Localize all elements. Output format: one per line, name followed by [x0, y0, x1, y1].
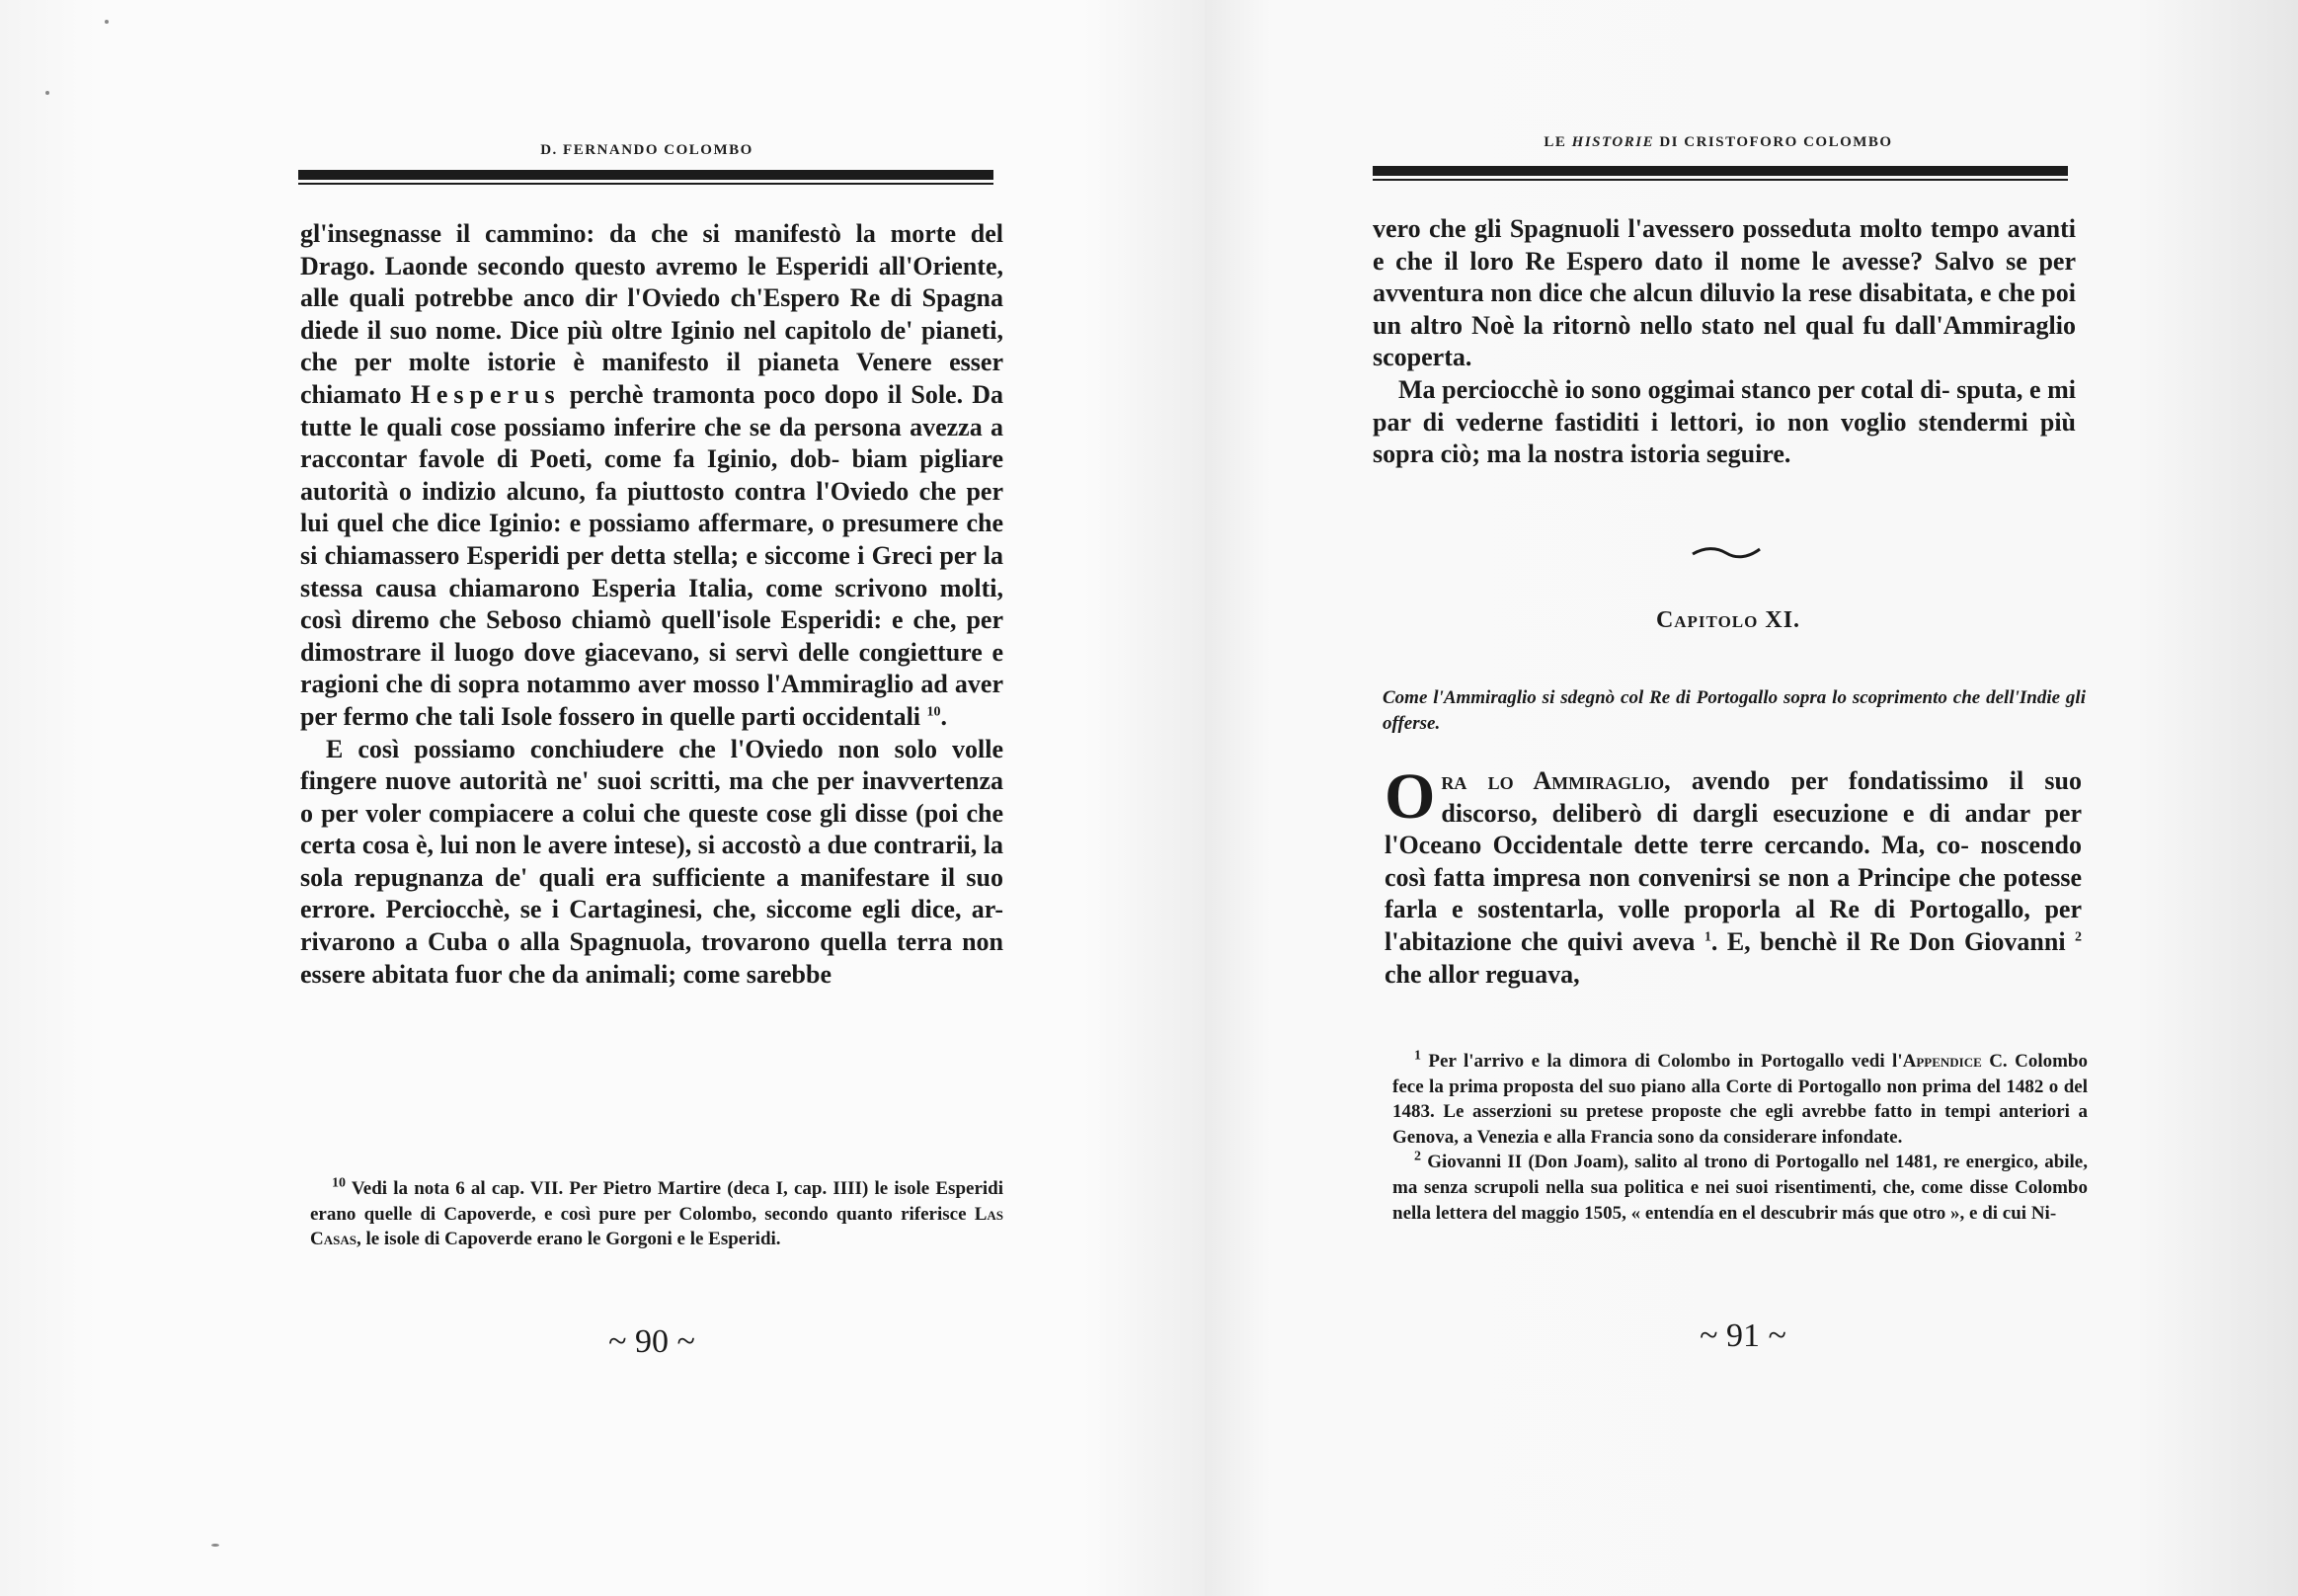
hesperus-word: Hesperus [410, 379, 561, 409]
text-line: discorso, deliberò di dargli esecuzione e di andar [1441, 798, 2030, 828]
right-running-head: LE HISTORIE DI CRISTOFORO COLOMBO [1544, 134, 1893, 150]
text-line: Ma perciocchè io sono oggimai stanco per cotal di- [1398, 374, 1950, 404]
left-paragraph-2 [300, 734, 1003, 992]
text-line: avezza a raccontar favole di Poeti, come fa Iginio, dob- [300, 412, 1004, 474]
text-line: voglio stendermi più sopra ciò; ma la nostra istoria [1373, 407, 2077, 469]
right-body-text [1373, 213, 2076, 471]
footnote-10 [310, 1176, 1003, 1252]
chapter-paragraph: Ora lo Ammiraglio, avendo per fondatissimo il suo discorso, deliberò di dargli esecuzione e di andar per l'Oceano Occidentale dette terre cercando. Ma, co- noscendo così fatta impresa non convenirsi se non a Principe che potesse farla e sostentarla, volle proporla al Re di Portogallo, per l'abitazione che quivi aveva $^1$. E, benchè il Re Don Giovanni $^2$ che allor reguava, [1385, 760, 2083, 989]
left-paragraph-1: gl'insegnasse il cammino: da che si manifestò la morte del Drago. Laonde secondo questo avremo le Esperidi all'Oriente, alle quali potrebbe anco dir l'Oviedo ch'Espero Re di Spagna diede il suo nome. Dice più oltre Iginio nel capitolo de' pianeti, che per molte istorie è manifesto il pianeta Venere esser chiamato Hesperus perchè tramonta poco dopo il Sole. Da tutte le quali cose possiamo inferire che se da persona avezza a raccontar favole di Poeti, come fa Iginio, dob- biam pigliare autorità o indizio alcuno, fa piuttosto contra l'Oviedo che per lui quel che dice Iginio: e possiamo affermare, o presumere che si chiamassero Esperidi per detta stella; e siccome i Greci per la stessa causa chiamarono Esperia Italia, come scrivono molti, così diremo che Seboso chiamò quell'isole Esperidi: e che, per dimostrare il luogo dove giacevano, si servì delle congietture e ragioni che di sopra notammo aver mosso l'Ammiraglio ad aver per fermo che tali Isole fossero in quelle parti occidentali $^{10}$. [300, 219, 1004, 731]
left-running-head: D. FERNANDO COLOMBO [540, 142, 753, 158]
footnote-text: Vedi la nota 6 al cap. VII. Per Pietro Martire (deca I, cap. IIII) le isole Esperidi erano quelle di Capoverde, e così pure per Colombo, secondo quanto riferisce [310, 1178, 1003, 1225]
text-line: E così possiamo conchiudere che l'Oviedo non solo [326, 734, 937, 763]
right-footnotes [1392, 1049, 2088, 1226]
text-line: Esperidi per detta stella; e siccome i Greci per la stessa [300, 540, 1003, 602]
chapter-summary: Come l'Ammiraglio si sdegnò col Re di Portogallo sopra lo scoprimento che dell'Indie gli offerse. [1383, 687, 2086, 734]
paper-speck [45, 91, 49, 95]
text-line: sputa, e mi par di vederne fastiditi i lettori, io non [1373, 374, 2076, 437]
left-page-number: ~ 90 ~ [608, 1323, 695, 1360]
text-line: intese), si accostò a due contrarii, la sola repugnanza [300, 831, 1004, 892]
text-line: fossero in quelle parti occidentali [558, 701, 927, 731]
footnote-text-end: , le isole di Capoverde erano le Gorgoni e le Esperidi. [356, 1229, 781, 1250]
text-line: istorie è manifesto il pianeta Venere esser chiamato [300, 348, 1003, 409]
text-line: del Drago. Laonde secondo questo avremo le Esperidi [300, 219, 1004, 280]
text-line: vero che gli Spagnuoli l'avessero posseduta molto tempo [1373, 214, 2000, 243]
text-line: oltre Iginio nel capitolo de' pianeti, che per molte [300, 315, 1004, 377]
drop-cap-initial: O [1385, 760, 1436, 833]
chapter-body-text [1385, 760, 2083, 991]
text-line: al Re di Portogallo, per l'abitazione che quivi aveva [1385, 895, 2082, 956]
lead-words: ra lo Ammiraglio [1441, 766, 1665, 795]
footnote-number: 2 [1414, 1150, 1421, 1165]
text-line: non essere abitata fuor che da animali; come sarebbe [300, 927, 1004, 989]
ornament-swash-icon [1691, 545, 1762, 559]
left-footnote [310, 1176, 1003, 1252]
text-line: volle fingere nuove autorità ne' suoi scritti, ma che per [300, 734, 1004, 796]
text-line: che, per dimostrare il luogo dove giacevano, si servì [300, 605, 1003, 667]
text-line: contra l'Oviedo che per lui quel che dice Iginio: e [300, 476, 1003, 538]
left-header-rule [298, 170, 993, 180]
text-line: perchè tramonta poco dopo il Sole. Da [560, 379, 1003, 409]
paper-speck [105, 20, 109, 24]
chapter-title: Capitolo XI. [1655, 607, 1801, 633]
text-line: de' quali era sufficiente a manifestare il suo errore. [300, 862, 1003, 924]
footnote-number: 10 [332, 1175, 346, 1191]
note-reference: 2 [2075, 929, 2083, 945]
text-line: Perciocchè, se i Cartaginesi, che, siccome egli dice, ar- [385, 895, 1004, 924]
text-line: cose gli disse (poi che certa cosa è, lui non le avere [300, 798, 1003, 860]
text-line: , avendo per fondatissimo il suo [1664, 766, 2082, 795]
text-line: rese disabitata, e che poi un altro Noè la ritornò nello [1373, 279, 2076, 340]
text-line: delle congietture e ragioni che di sopra notammo aver [300, 637, 1003, 699]
text-line: ch'Espero Re di Spagna diede il suo nome. Dice più [300, 283, 1003, 345]
text-line: noscendo così fatta impresa non convenirsi se non a [1385, 831, 2082, 892]
text-line: stato nel qual fu dall'Ammiraglio scoperta. [1373, 310, 2077, 372]
footnote-1: $^1$ Per l'arrivo e la dimora di Colombo in Portogallo vedi l'Appendice C. Colombo fece la prima proposta del suo piano alla Corte di Portogallo non prima del 1482 o del 1483. Le asserzioni su pretese proposte che egli avrebbe fatto in tempi anteriori a Genova, a Venezia e alla Francia sono da considerare infondate. [1392, 1048, 2088, 1148]
text-line: Principe che potesse farla e sostentarla, volle proporla [1385, 862, 2083, 924]
text-line: causa chiamarono Esperia Italia, come scrivono molti, [375, 573, 1003, 602]
note-reference: 10 [926, 704, 941, 720]
text-line: gl'insegnasse il cammino: da che si manifestò la morte [300, 219, 957, 248]
text-line: mosso l'Ammiraglio ad aver per fermo che tali Isole [300, 670, 1003, 731]
text-line: inavvertenza o per voler compiacere a colui che queste [300, 766, 1003, 828]
footnote-author: Las Casas [310, 1203, 1003, 1250]
right-page-number: ~ 91 ~ [1700, 1317, 1786, 1354]
left-body-text [300, 218, 1003, 991]
text-line: rivarono a Cuba o alla Spagnuola, trovarono quella terra [300, 927, 953, 957]
paper-speck [211, 1544, 219, 1547]
note-reference: 1 [1704, 929, 1711, 945]
footnote-number: 1 [1414, 1048, 1421, 1064]
text-line: possiamo affermare, o presumere che si chiamassero [300, 509, 1003, 570]
text-line: biam pigliare autorità o indizio alcuno, fa piuttosto [300, 444, 1004, 506]
right-header-rule [1373, 166, 2068, 176]
text-line: E, benchè il Re Don Giovanni [1726, 926, 2076, 956]
text-line: tutte le quali cose possiamo inferire che se da persona [300, 412, 902, 441]
right-paragraph-1 [1373, 213, 2076, 374]
text-line: all'Oriente, alle quali potrebbe anco dir l'Oviedo [300, 251, 1003, 313]
footnote-2: $^2$ Giovanni II (Don Joam), salito al trono di Portogallo nel 1481, re energico, abile, ma senza scrupoli nella sua politica e nei suoi risentimenti, che, come disse Colombo nella lettera del maggio 1505, « entendía en el descubrir más que otro », e di cui Ni- [1392, 1150, 2088, 1224]
text-line: Salvo se per avventura non dice che alcun diluvio la [1373, 246, 2076, 308]
text-line: avanti e che il loro Re Espero dato il nome le avesse? [1373, 214, 2077, 276]
text-line: per l'Oceano Occidentale dette terre cercando. Ma, co- [1385, 798, 2083, 860]
text-line: così diremo che Seboso chiamò quell'isole Esperidi: e [300, 605, 904, 635]
text-line: seguire. [1705, 439, 1791, 469]
right-paragraph-2 [1373, 374, 2076, 471]
